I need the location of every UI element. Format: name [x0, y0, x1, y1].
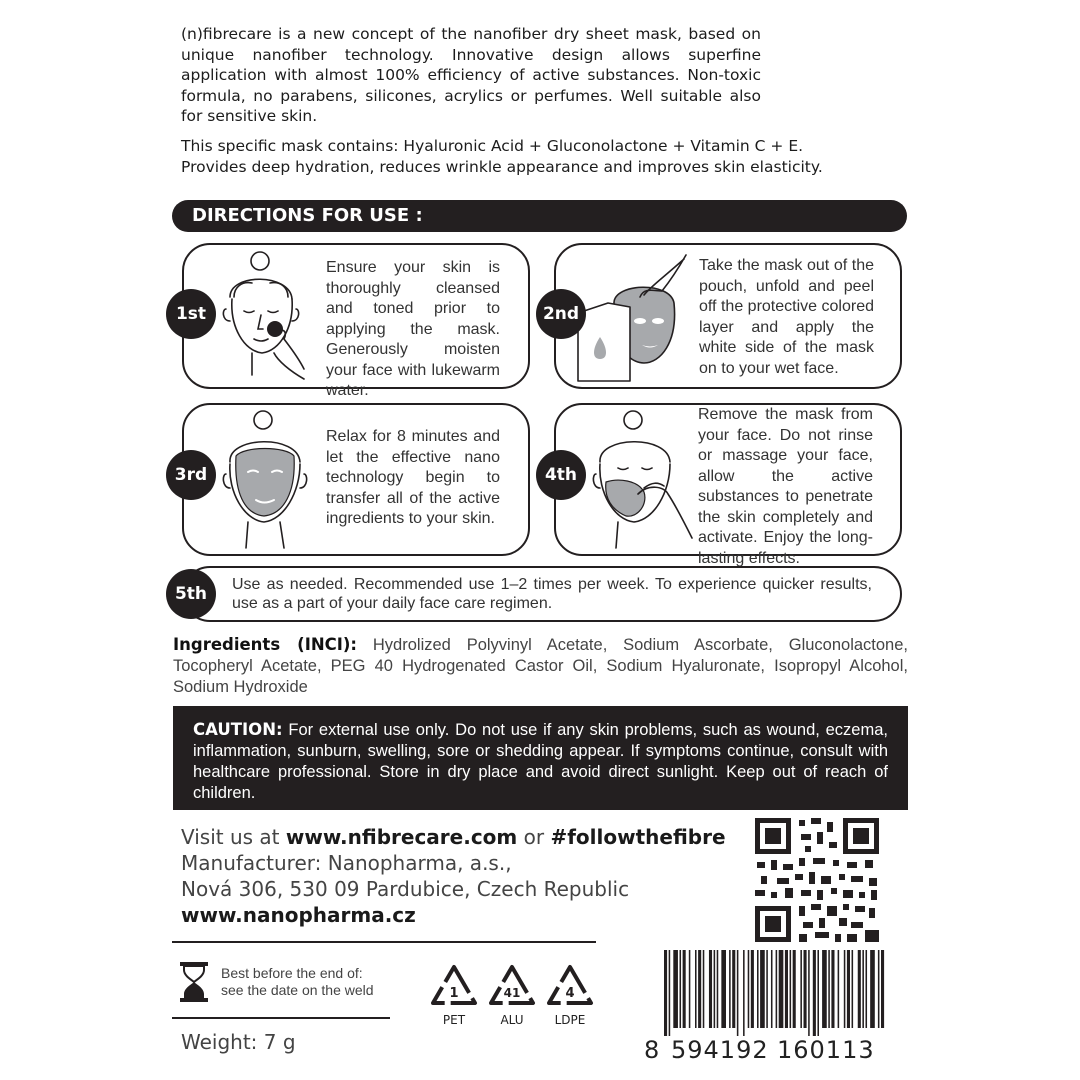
barcode-bar	[717, 950, 719, 1028]
barcode-bar	[771, 950, 773, 1028]
barcode-bar	[673, 950, 678, 1028]
visit-prefix: Visit us at	[181, 825, 286, 849]
barcode-bar	[721, 950, 726, 1028]
recycle-triangle-icon	[545, 963, 595, 1007]
barcode-bar	[683, 950, 686, 1028]
barcode-bar	[766, 950, 768, 1028]
barcode-bar	[847, 950, 850, 1028]
barcode-bar	[669, 950, 671, 1036]
barcode-bar	[808, 950, 810, 1036]
barcode-bar	[743, 950, 745, 1036]
recycle-number: 41	[503, 986, 521, 1000]
best-before-line2: see the date on the weld	[221, 982, 374, 998]
mask-removal-illustration	[588, 406, 694, 550]
barcode-bar	[776, 950, 778, 1028]
step-text-3: Relax for 8 minutes and let the effective nano technology begin to transfer all of the active ingredients to your skin.	[326, 428, 500, 527]
hourglass-icon	[180, 962, 208, 1002]
barcode-bar	[793, 950, 796, 1028]
step-text-4: Remove the mask from your face. Do not rinse or massage your face, allow the active substances to penetrate the skin completely and activate. Enjoy the long-lasting effects.	[698, 406, 873, 567]
best-before-line1: Best before the end of:	[221, 965, 363, 981]
barcode-digits-right: 160113	[777, 1036, 875, 1064]
barcode-bar	[779, 950, 784, 1028]
barcode-bar	[831, 950, 834, 1028]
caution-box	[173, 706, 908, 810]
recycle-triangle-icon	[487, 963, 537, 1007]
step-badge-4: 4th	[536, 450, 586, 500]
step-badge-3: 3rd	[166, 450, 216, 500]
barcode-bar	[822, 950, 827, 1028]
barcode-bar	[714, 950, 716, 1028]
barcode-bar	[817, 950, 819, 1036]
qr-code[interactable]	[755, 818, 879, 942]
caution-label: CAUTION:	[193, 720, 283, 739]
weight: Weight: 7 g	[181, 1030, 296, 1054]
barcode-bar	[757, 950, 759, 1028]
or-text: or	[517, 825, 551, 849]
barcode-bar	[680, 950, 682, 1028]
barcode-bar	[729, 950, 731, 1028]
recycle-symbol-alu	[487, 963, 537, 1027]
ingredients-list	[173, 634, 908, 698]
hashtag: #followthefibre	[550, 825, 726, 849]
step-badge-2: 2nd	[536, 289, 586, 339]
barcode-bar	[695, 950, 697, 1028]
barcode-bar	[804, 950, 807, 1028]
website-link[interactable]: www.nfibrecare.com	[285, 825, 518, 849]
barcode-bar	[858, 950, 861, 1028]
barcode-bar	[785, 950, 788, 1028]
barcode-bar	[828, 950, 830, 1028]
barcode-bar	[751, 950, 754, 1028]
barcode-bar	[737, 950, 739, 1036]
barcode-bar	[878, 950, 880, 1028]
barcode-bar	[709, 950, 712, 1028]
barcode-bar	[800, 950, 802, 1028]
sheet-mask-illustration	[574, 247, 694, 387]
caution-text: For external use only. Do not use if any skin problems, such as wound, eczema, inflammation, sunburn, swelling, sore or shedding appear. If symptoms continue, consult with healthcare professional. Store in dry place and avoid direct sunlight. Keep out of reach of children.	[193, 721, 888, 802]
recycle-number: 4	[565, 986, 575, 1001]
divider-line	[172, 941, 596, 943]
barcode-bar	[689, 950, 691, 1028]
step-text-1: Ensure your skin is thoroughly cleansed and toned prior to applying the mask. Generously moisten your face with lukewarm water.	[326, 259, 500, 399]
barcode-bar	[732, 950, 735, 1028]
ingredients-text: Hydrolized Polyvinyl Acetate, Sodium Ascorbate, Gluconolactone, Tocopheryl Acetate, PEG 40 Hydrogenated Castor Oil, Sodium Hyaluronate, Isopropyl Alcohol, Sodium Hydroxide	[173, 636, 908, 696]
barcode-bar	[881, 950, 884, 1028]
barcode-bar	[866, 950, 868, 1028]
directions-header: DIRECTIONS FOR USE :	[172, 200, 907, 232]
best-before	[221, 965, 374, 999]
barcode-bar	[852, 950, 854, 1028]
address: Nová 306, 530 09 Pardubice, Czech Republic	[181, 877, 630, 901]
recycle-triangle-icon	[429, 963, 479, 1007]
intro-paragraph: (n)fibrecare is a new concept of the nanofiber dry sheet mask, based on unique nanofiber technology. Innovative design allows superfine application with almost 100% efficiency of active substances. Non-toxic formula, no parabens, silicones, acrylics or perfumes. Well suitable also for sensitive skin.	[181, 25, 761, 125]
recycle-number: 1	[449, 986, 459, 1001]
barcode-bar	[790, 950, 792, 1028]
recycle-symbol-ldpe	[545, 963, 595, 1027]
step-badge-1: 1st	[166, 289, 216, 339]
step-text-5: Use as needed. Recommended use 1–2 times per week. To experience quicker results, use as a part of your daily face care regimen.	[232, 576, 872, 612]
recycle-label: LDPE	[554, 1013, 586, 1027]
barcode-bar	[844, 950, 846, 1028]
ingredients-label: Ingredients (INCI):	[173, 635, 358, 654]
recycle-label: ALU	[500, 1013, 524, 1027]
face-cleansing-illustration	[212, 247, 312, 387]
barcode-digit-first: 8	[644, 1036, 661, 1064]
recycle-label: PET	[442, 1013, 466, 1027]
manufacturer-website-link[interactable]: www.nanopharma.cz	[181, 903, 416, 927]
barcode-bar	[748, 950, 750, 1028]
barcode-bar	[760, 950, 765, 1028]
step-text-2: Take the mask out of the pouch, unfold and peel off the protective colored layer and apply the white side of the mask on to your wet face.	[699, 257, 874, 377]
ingredients-summary: This specific mask contains: Hyaluronic Acid + Gluconolactone + Vitamin C + E. Provides deep hydration, reduces wrinkle appearance and improves skin elasticity.	[181, 137, 823, 176]
barcode-bar	[703, 950, 705, 1028]
barcode-digits-left: 594192	[671, 1036, 769, 1064]
divider-line-short	[172, 1017, 390, 1019]
manufacturer: Manufacturer: Nanopharma, a.s.,	[181, 851, 512, 875]
step-badge-5: 5th	[166, 569, 216, 619]
relaxing-mask-illustration	[218, 406, 314, 550]
barcode	[660, 950, 886, 1036]
barcode-bar	[870, 950, 875, 1028]
barcode-bar	[862, 950, 864, 1028]
barcode-bar	[813, 950, 816, 1036]
contact-block	[181, 824, 726, 928]
barcode-bar	[664, 950, 667, 1036]
barcode-bar	[698, 950, 701, 1028]
recycle-symbol-pet	[429, 963, 479, 1027]
barcode-bar	[838, 950, 840, 1028]
